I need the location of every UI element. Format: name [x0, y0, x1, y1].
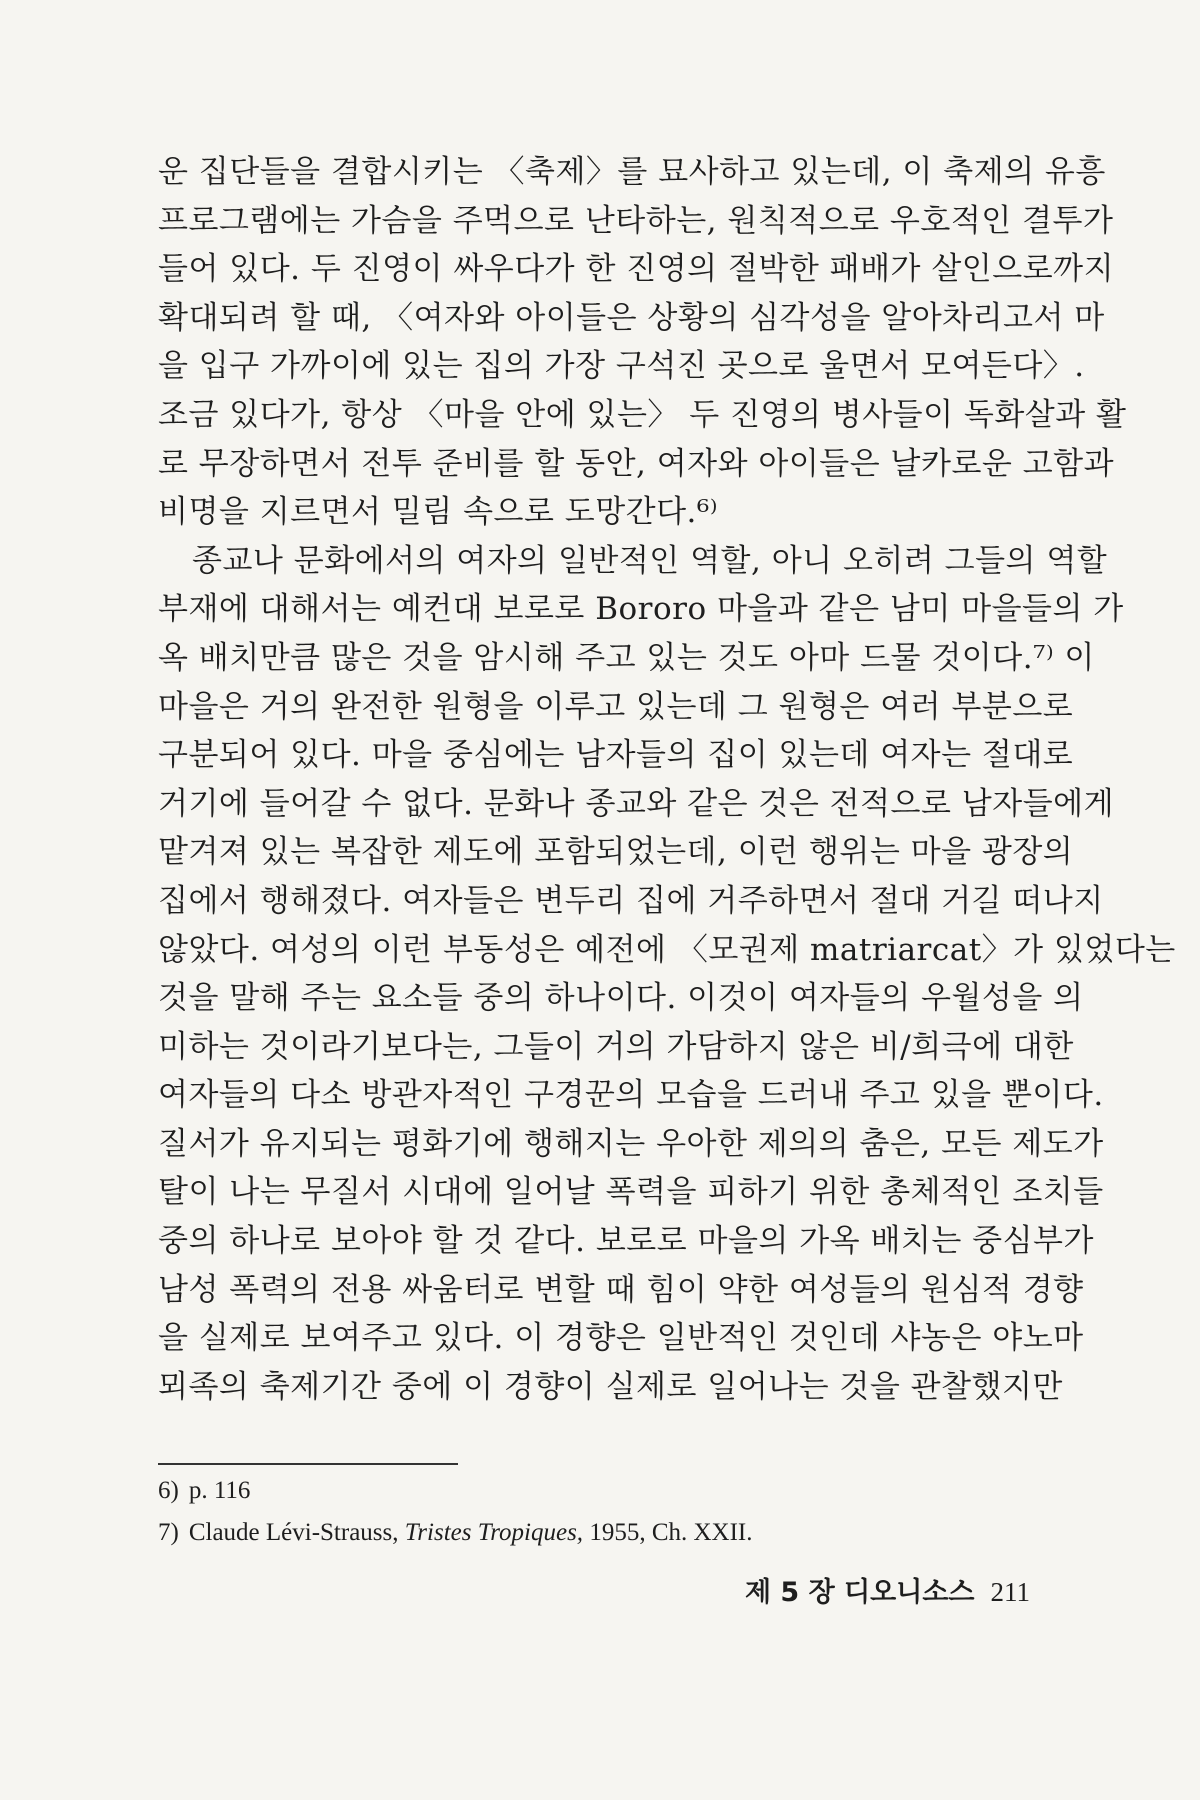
paragraph-start-line: 종교나 문화에서의 여자의 일반적인 역할, 아니 오히려 그들의 역할 [192, 542, 1108, 579]
footnote-book-title: Tristes Tropiques, [404, 1519, 584, 1546]
body-line: 뫼족의 축제기간 중에 이 경향이 실제로 일어나는 것을 관찰했지만 [158, 1368, 1063, 1405]
footnote-6 [158, 1470, 1042, 1512]
body-line: 맡겨져 있는 복잡한 제도에 포함되었는데, 이런 행위는 마을 광장의 [158, 834, 1074, 871]
body-line: 않았다. 여성의 이런 부동성은 예전에 〈모권제 matriarcat〉가 있었다는 [158, 931, 1176, 968]
body-line: 프로그램에는 가슴을 주먹으로 난타하는, 원칙적으로 우호적인 결투가 [158, 202, 1114, 239]
chapter-title: 제 5 장 디오니소스 [744, 1577, 975, 1608]
body-line: 을 실제로 보여주고 있다. 이 경향은 일반적인 것인데 샤농은 야노마 [158, 1320, 1084, 1357]
footnote-7 [158, 1512, 1042, 1554]
page-footer [745, 1570, 1030, 1609]
body-line: 로 무장하면서 전투 준비를 할 동안, 여자와 아이들은 날카로운 고함과 [158, 445, 1115, 482]
body-line: 탈이 나는 무질서 시대에 일어날 폭력을 피하기 위한 총체적인 조치들 [158, 1174, 1104, 1211]
body-line: 들어 있다. 두 진영이 싸우다가 한 진영의 절박한 패배가 살인으로까지 [158, 251, 1115, 288]
body-line: 집에서 행해졌다. 여자들은 변두리 집에 거주하면서 절대 거길 떠나지 [158, 882, 1104, 919]
page-number: 211 [990, 1577, 1030, 1607]
body-line: 을 입구 가까이에 있는 집의 가장 구석진 곳으로 울면서 모여든다〉. [158, 348, 1085, 385]
body-line: 남성 폭력의 전용 싸움터로 변할 때 힘이 약한 여성들의 원심적 경향 [158, 1271, 1084, 1308]
body-line: 구분되어 있다. 마을 중심에는 남자들의 집이 있는데 여자는 절대로 [158, 737, 1074, 774]
body-text [158, 148, 1176, 1411]
body-line: 여자들의 다소 방관자적인 구경꾼의 모습을 드러내 주고 있을 뿐이다. [158, 1077, 1104, 1114]
footnote-divider [158, 1463, 458, 1465]
body-line: 미하는 것이라기보다는, 그들이 거의 가담하지 않은 비/희극에 대한 [158, 1028, 1074, 1065]
body-line: 운 집단들을 결합시키는 〈축제〉를 묘사하고 있는데, 이 축제의 유흥 [158, 154, 1106, 190]
body-line: 중의 하나로 보아야 할 것 같다. 보로로 마을의 가옥 배치는 중심부가 [158, 1223, 1094, 1260]
footnote-text-end: 1955, Ch. XXII. [583, 1519, 753, 1546]
body-line: 마을은 거의 완전한 원형을 이루고 있는데 그 원형은 여러 부분으로 [158, 688, 1074, 725]
body-line: 비명을 지르면서 밀림 속으로 도망간다.⁶⁾ [158, 494, 718, 531]
body-line: 옥 배치만큼 많은 것을 암시해 주고 있는 것도 아마 드물 것이다.⁷⁾ 이 [158, 639, 1095, 676]
body-line: 확대되려 할 때, 〈여자와 아이들은 상황의 심각성을 알아차리고서 마 [158, 299, 1105, 336]
body-line: 조금 있다가, 항상 〈마을 안에 있는〉 두 진영의 병사들이 독화살과 활 [158, 396, 1127, 433]
footnote-number: 7) [158, 1519, 179, 1546]
footnote-text: Claude Lévi-Strauss, [188, 1519, 405, 1546]
body-line: 질서가 유지되는 평화기에 행해지는 우아한 제의의 춤은, 모든 제도가 [158, 1125, 1104, 1162]
footnote-number: 6) [158, 1477, 179, 1504]
footnotes [158, 1470, 1042, 1554]
footnote-text: p. 116 [188, 1477, 251, 1504]
body-line: 것을 말해 주는 요소들 중의 하나이다. 이것이 여자들의 우월성을 의 [158, 980, 1084, 1017]
body-line: 거기에 들어갈 수 없다. 문화나 종교와 같은 것은 전적으로 남자들에게 [158, 785, 1115, 822]
body-line: 부재에 대해서는 예컨대 보로로 Bororo 마을과 같은 남미 마을들의 가 [158, 591, 1124, 628]
